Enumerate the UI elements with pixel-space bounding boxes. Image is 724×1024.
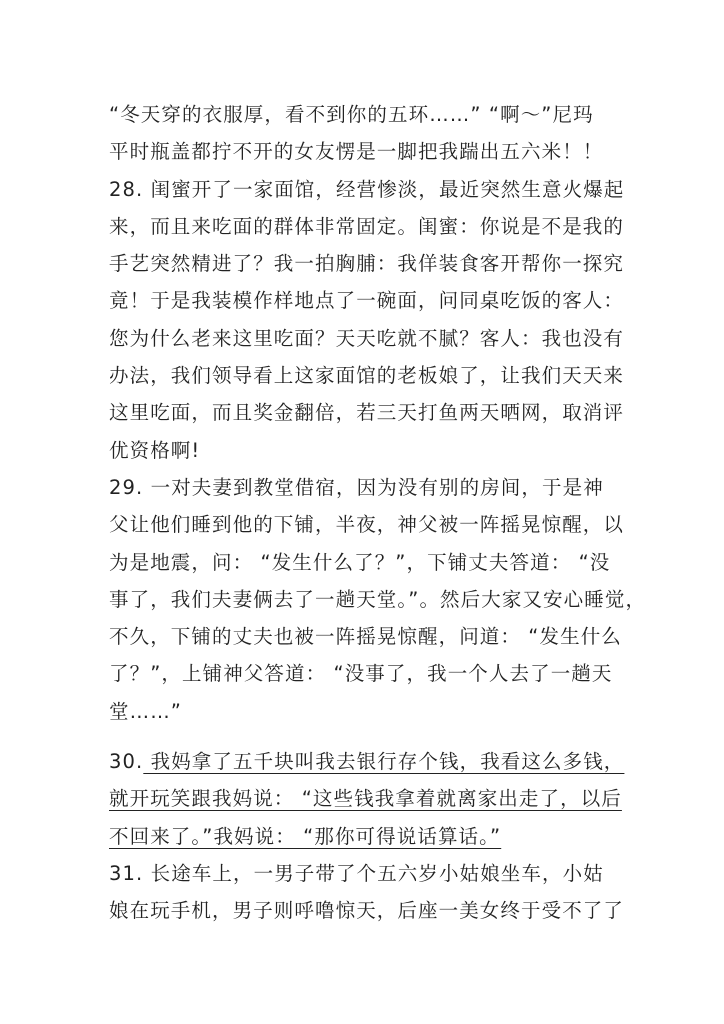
text-line: 为是地震，问： “发生什么了？”，下铺丈夫答道： “没: [109, 550, 611, 574]
paragraph-27-end: [109, 96, 649, 171]
text-line: [109, 818, 649, 855]
text-line: 办法，我们领导看上这家面馆的老板娘了，让我们天天来: [109, 364, 625, 388]
underlined-text: 就开玩笑跟我妈说： “这些钱我拿着就离家出走了，以后: [109, 787, 622, 811]
text-line: 堂……”: [109, 699, 183, 723]
text-line: 31. 长途车上，一男子带了个五六岁小姑娘坐车，小姑: [109, 861, 604, 885]
paragraph-31: [109, 855, 649, 930]
text-line: 这里吃面，而且奖金翻倍，若三天打鱼两天晒网，取消评: [109, 401, 625, 425]
text-line: 父让他们睡到他的下铺，半夜，神父被一阵摇晃惊醒，以: [109, 513, 625, 537]
paragraph-30: [109, 743, 649, 855]
text-line: 竟！于是我装模作样地点了一碗面，问同桌吃饭的客人：: [109, 289, 625, 313]
document-body: [109, 96, 649, 930]
text-line: 平时瓶盖都拧不开的女友愣是一脚把我踹出五六米！！: [109, 140, 604, 164]
text-line: 不久，下铺的丈夫也被一阵摇晃惊醒，问道： “发生什么: [109, 625, 622, 649]
text-line: “冬天穿的衣服厚，看不到你的五环……” “啊～”尼玛: [109, 103, 594, 126]
paragraph-29: [109, 469, 649, 730]
text-line: [109, 780, 649, 817]
text-line: 事了，我们夫妻俩去了一趟天堂。”。然后大家又安心睡觉，: [109, 587, 647, 611]
underlined-text: 不回来了。”我妈说： “那你可得说话算话。”: [109, 824, 502, 848]
text-line: 手艺突然精进了？我一拍胸脯：我佯装食客开帮你一探究: [109, 252, 625, 276]
text-line: 娘在玩手机，男子则呼噜惊天，后座一美女终于受不了了: [109, 899, 625, 923]
text-line: 28. 闺蜜开了一家面馆，经营惨淡，最近突然生意火爆起: [109, 177, 625, 201]
text-line: 优资格啊!: [109, 438, 201, 462]
text-line: 来，而且来吃面的群体非常固定。闺蜜：你说是不是我的: [109, 214, 625, 238]
paragraph-28: [109, 171, 649, 469]
text-line: 您为什么老来这里吃面？天天吃就不腻？客人：我也没有: [109, 326, 625, 350]
text-line: 29. 一对夫妻到教堂借宿，因为没有别的房间，于是神: [109, 475, 604, 499]
underlined-text: 我妈拿了五千块叫我去银行存个钱，我看这么多钱，: [143, 750, 625, 774]
item-number: 30.: [109, 750, 144, 774]
text-line: [109, 743, 649, 780]
text-line: 了？”，上铺神父答道： “没事了，我一个人去了一趟天: [109, 662, 613, 686]
